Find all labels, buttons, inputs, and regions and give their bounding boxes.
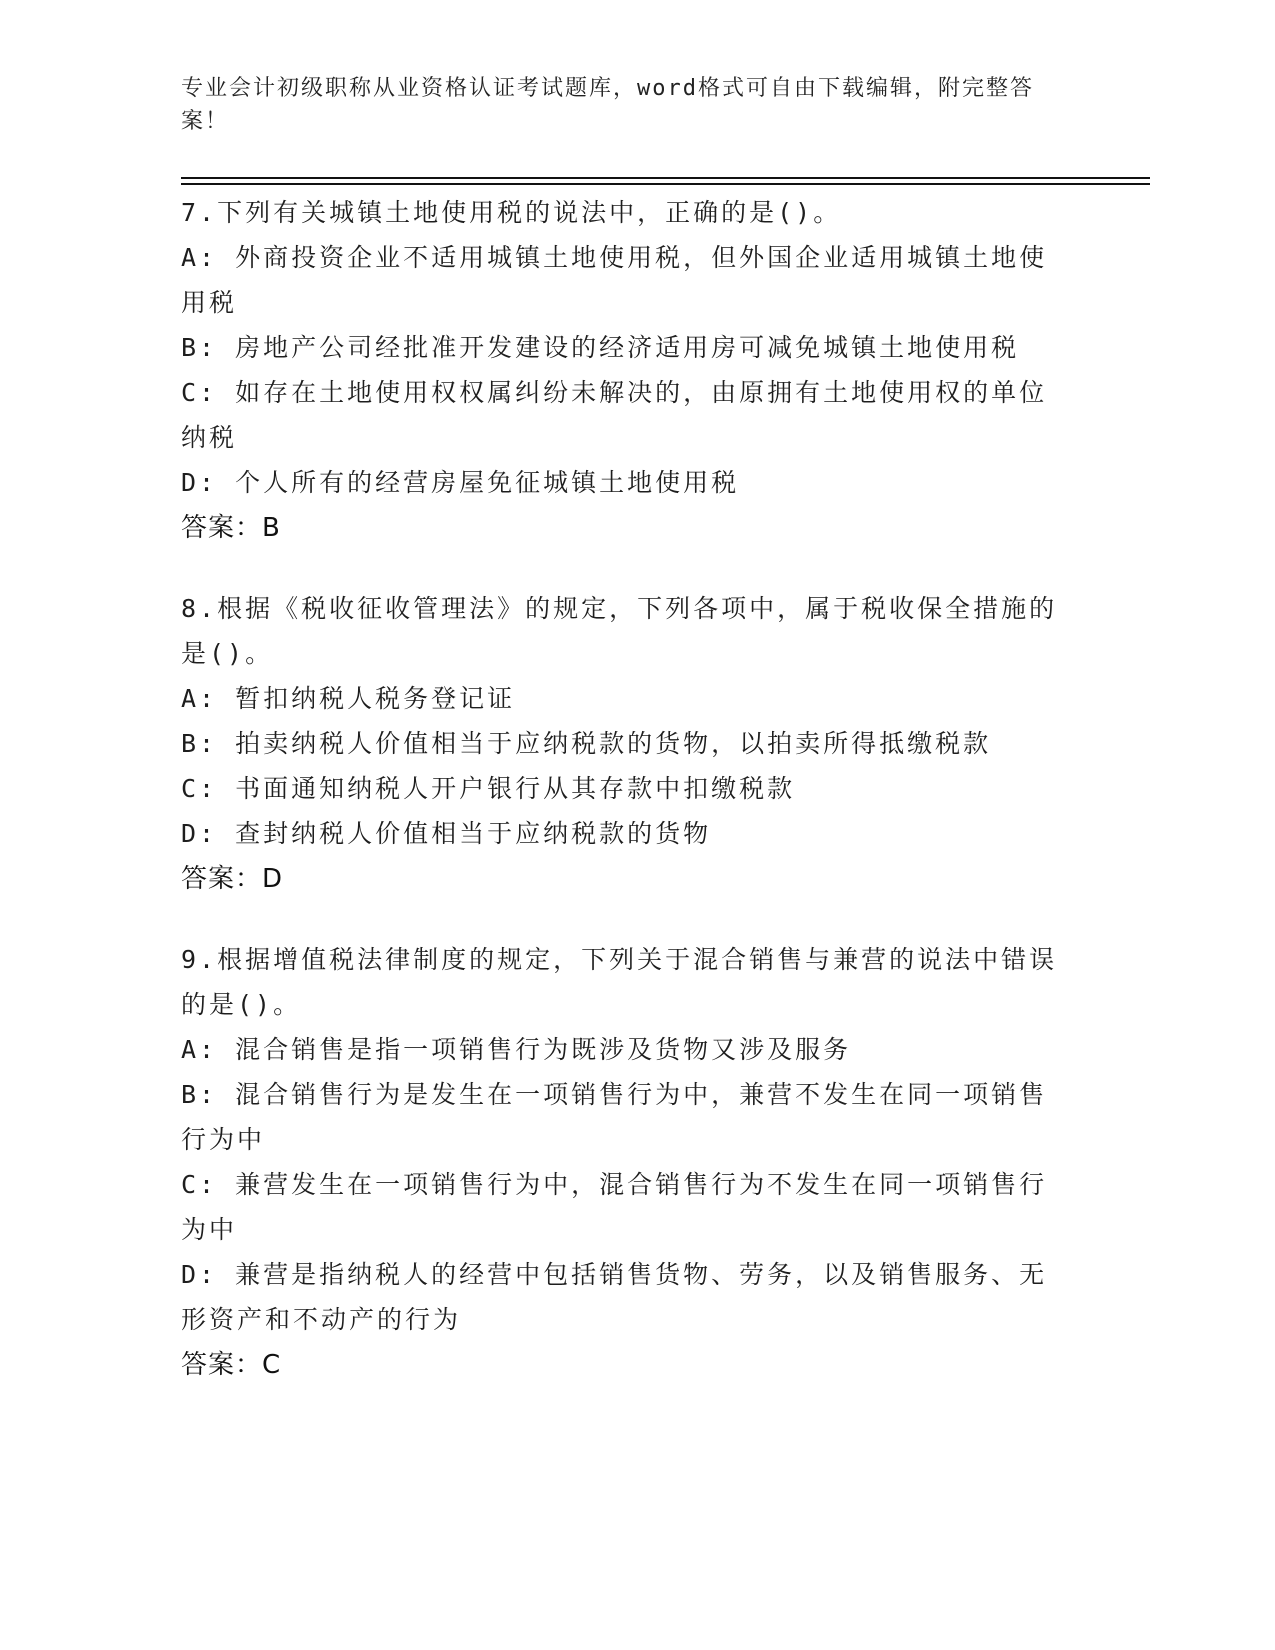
question-8 xyxy=(181,586,1061,902)
answer-label: 答案：C xyxy=(181,1350,282,1380)
question-stem: 8.根据《税收征收管理法》的规定，下列各项中，属于税收保全措施的是()。 xyxy=(181,594,1058,668)
option-d: D: 查封纳税人价值相当于应纳税款的货物 xyxy=(181,819,712,848)
answer-label: 答案：D xyxy=(181,864,284,894)
option-d: D: 个人所有的经营房屋免征城镇土地使用税 xyxy=(181,468,740,497)
option-a: A: 混合销售是指一项销售行为既涉及货物又涉及服务 xyxy=(181,1035,852,1064)
header-divider-top xyxy=(181,177,1150,179)
option-d: D: 兼营是指纳税人的经营中包括销售货物、劳务，以及销售服务、无形资产和不动产的行为 xyxy=(181,1260,1048,1334)
header-note: 专业会计初级职称从业资格认证考试题库，word格式可自由下载编辑，附完整答案！ xyxy=(181,76,1034,134)
question-stem: 9.根据增值税法律制度的规定，下列关于混合销售与兼营的说法中错误的是()。 xyxy=(181,945,1058,1019)
option-b: B: 拍卖纳税人价值相当于应纳税款的货物，以拍卖所得抵缴税款 xyxy=(181,729,992,758)
question-9 xyxy=(181,937,1061,1388)
question-7 xyxy=(181,190,1061,551)
option-c: C: 如存在土地使用权权属纠纷未解决的，由原拥有土地使用权的单位纳税 xyxy=(181,378,1048,452)
answer-label: 答案：B xyxy=(181,513,281,543)
option-a: A: 暂扣纳税人税务登记证 xyxy=(181,684,516,713)
option-b: B: 房地产公司经批准开发建设的经济适用房可减免城镇土地使用税 xyxy=(181,333,1020,362)
option-a: A: 外商投资企业不适用城镇土地使用税，但外国企业适用城镇土地使用税 xyxy=(181,243,1048,317)
option-b: B: 混合销售行为是发生在一项销售行为中，兼营不发生在同一项销售行为中 xyxy=(181,1080,1048,1154)
header-divider-bottom xyxy=(181,183,1150,185)
option-c: C: 兼营发生在一项销售行为中，混合销售行为不发生在同一项销售行为中 xyxy=(181,1170,1048,1244)
option-c: C: 书面通知纳税人开户银行从其存款中扣缴税款 xyxy=(181,774,796,803)
question-stem: 7.下列有关城镇土地使用税的说法中，正确的是()。 xyxy=(181,198,842,227)
question-list xyxy=(181,190,1061,1423)
